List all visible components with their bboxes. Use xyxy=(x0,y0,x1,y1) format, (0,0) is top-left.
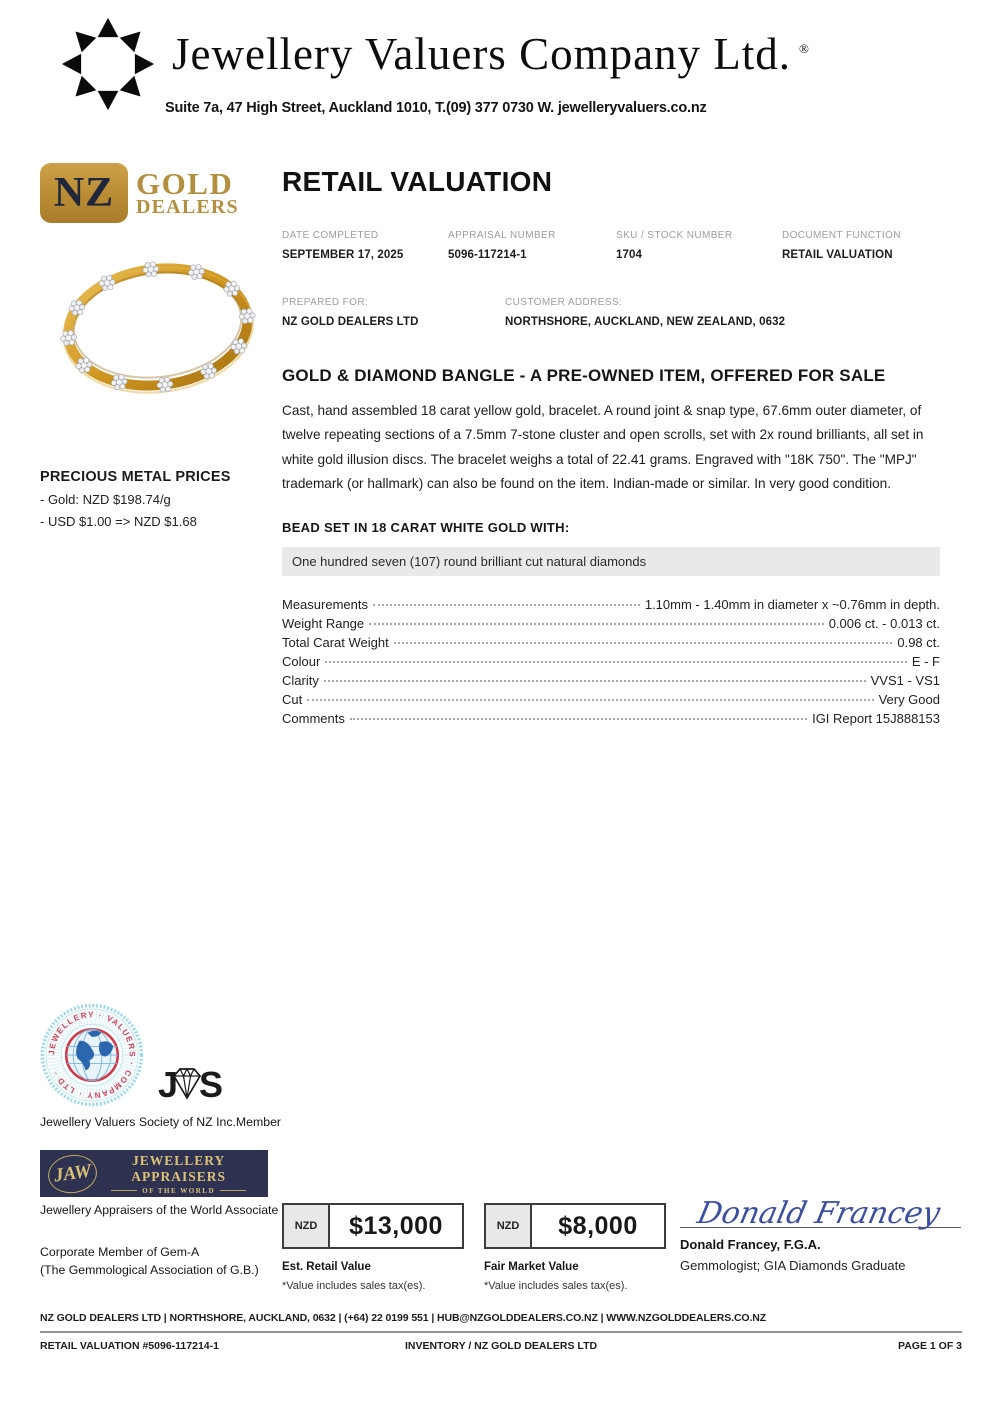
field-date-completed xyxy=(282,230,448,261)
field-customer-address xyxy=(505,297,940,328)
field-label: DATE COMPLETED xyxy=(282,230,379,241)
gem-a-membership xyxy=(40,1244,290,1280)
spec-row-colour xyxy=(282,654,940,673)
memberships-block xyxy=(40,1003,290,1280)
spec-label: Total Carat Weight xyxy=(282,634,389,650)
spec-label: Comments xyxy=(282,710,345,726)
field-value: 1704 xyxy=(616,249,642,261)
valuation-amounts xyxy=(282,1203,666,1292)
field-label: CUSTOMER ADDRESS: xyxy=(505,297,623,308)
item-title: GOLD & DIAMOND BANGLE - A PRE-OWNED ITEM, OFFERED FOR SALE xyxy=(282,366,886,385)
usd-rate-line: - USD $1.00 => NZD $1.68 xyxy=(40,514,197,529)
company-address: Suite 7a, 47 High Street, Auckland 1010, T.(09) 377 0730 W. jewelleryvaluers.co.nz xyxy=(165,100,707,116)
precious-metal-prices xyxy=(40,469,280,529)
spec-label: Weight Range xyxy=(282,615,365,631)
diamond-spec-table xyxy=(282,597,940,730)
field-label: DOCUMENT FUNCTION xyxy=(782,230,901,241)
spec-label: Clarity xyxy=(282,672,319,688)
signatory-title: Gemmologist; GIA Diamonds Graduate xyxy=(680,1258,906,1273)
jaw-monogram: JAW xyxy=(46,1151,100,1195)
spec-label: Colour xyxy=(282,653,321,669)
spec-row-weight-range xyxy=(282,616,940,635)
spec-value: E - F xyxy=(911,653,940,669)
stamp-circular-text: JEWELLERY · VALUERS · COMPANY · LTD · xyxy=(47,1010,137,1100)
field-value: NORTHSHORE, AUCKLAND, NEW ZEALAND, 0632 xyxy=(505,316,786,328)
dot-leader xyxy=(350,718,807,720)
field-appraisal-number xyxy=(448,230,616,261)
footer-inventory-ref: INVENTORY / NZ GOLD DEALERS LTD xyxy=(404,1340,598,1352)
signature-block xyxy=(680,1196,961,1273)
nz-gold-dealers-wordmark xyxy=(136,165,239,219)
spec-row-cut xyxy=(282,692,940,711)
spec-value: 0.006 ct. - 0.013 ct. xyxy=(828,615,940,631)
setting-heading: BEAD SET IN 18 CARAT WHITE GOLD WITH: xyxy=(282,519,570,535)
customer-metadata xyxy=(282,297,940,328)
spec-row-total-carat-weight xyxy=(282,635,940,654)
spec-value: 1.10mm - 1.40mm in diameter x ~0.76mm in depth. xyxy=(644,596,940,612)
jvs-logo xyxy=(158,1064,221,1106)
signature-script: Donald Francey xyxy=(694,1196,944,1231)
field-label: PREPARED FOR: xyxy=(282,297,369,308)
amount-cell: $13,000 xyxy=(349,1211,443,1240)
field-value: 5096-117214-1 xyxy=(448,249,527,261)
nz-badge xyxy=(40,163,128,223)
jaw-line1: JEWELLERY APPRAISERS xyxy=(131,1152,227,1184)
field-value: NZ GOLD DEALERS LTD xyxy=(282,316,419,328)
jvs-letter-s: S xyxy=(199,1064,222,1105)
value-label: Est. Retail Value xyxy=(282,1261,371,1273)
signatory-name: Donald Francey, F.G.A. xyxy=(680,1237,821,1252)
company-round-stamp xyxy=(40,1003,144,1112)
field-value: SEPTEMBER 17, 2025 xyxy=(282,249,404,261)
company-starburst-logo-icon xyxy=(60,16,156,117)
dot-leader xyxy=(394,642,893,644)
footer-page-number: PAGE 1 OF 3 xyxy=(898,1340,962,1352)
page-footer xyxy=(40,1312,962,1352)
footer-meta-row xyxy=(40,1340,962,1352)
spec-value: 0.98 ct. xyxy=(897,634,940,650)
spec-value: IGI Report 15J888153 xyxy=(812,710,940,726)
dot-leader xyxy=(373,604,640,606)
spec-label: Measurements xyxy=(282,596,368,612)
value-label: Fair Market Value xyxy=(484,1261,579,1273)
document-metadata xyxy=(282,230,940,261)
jvs-letter-j: J xyxy=(158,1064,177,1105)
value-note: *Value includes sales tax(es). xyxy=(484,1280,628,1292)
gem-a-line2: (The Gemmological Association of G.B.) xyxy=(40,1262,259,1277)
nz-gold-dealers-logo xyxy=(40,163,280,223)
field-value: RETAIL VALUATION xyxy=(782,249,893,261)
fair-market-value-block xyxy=(484,1203,666,1292)
field-label: SKU / STOCK NUMBER xyxy=(616,230,733,241)
dot-leader xyxy=(325,661,907,663)
divider-line xyxy=(220,1190,246,1191)
document-title: RETAIL VALUATION xyxy=(282,166,553,197)
divider-line xyxy=(111,1190,137,1191)
jaw-caption: Jewellery Appraisers of the World Associate xyxy=(40,1203,279,1217)
dot-leader xyxy=(369,623,824,625)
footer-rule xyxy=(40,1331,962,1333)
company-name xyxy=(172,28,972,80)
gold-price-line: - Gold: NZD $198.74/g xyxy=(40,492,171,507)
spec-row-measurements xyxy=(282,597,940,616)
dealers-word: DEALERS xyxy=(136,196,239,219)
fair-market-value-box xyxy=(484,1203,666,1249)
spec-row-comments xyxy=(282,711,940,730)
field-label: APPRAISAL NUMBER xyxy=(448,230,556,241)
value-note: *Value includes sales tax(es). xyxy=(282,1280,426,1292)
field-sku-stock-number xyxy=(616,230,782,261)
jvs-diamond-icon xyxy=(167,1065,207,1101)
jaw-line2: OF THE WORLD xyxy=(142,1186,216,1195)
retail-value-block xyxy=(282,1203,464,1292)
jaw-banner xyxy=(40,1150,268,1197)
dot-leader xyxy=(324,680,866,682)
spec-row-clarity xyxy=(282,673,940,692)
currency-cell: NZD xyxy=(486,1205,532,1247)
dot-leader xyxy=(307,699,873,701)
currency-cell: NZD xyxy=(284,1205,330,1247)
precious-metal-prices-heading: PRECIOUS METAL PRICES xyxy=(40,469,231,485)
spec-value: Very Good xyxy=(878,691,940,707)
retail-value-box xyxy=(282,1203,464,1249)
stone-summary-band: One hundred seven (107) round brilliant cut natural diamonds xyxy=(282,547,940,576)
jvs-caption: Jewellery Valuers Society of NZ Inc.Member xyxy=(40,1115,282,1129)
field-document-function xyxy=(782,230,940,261)
jaw-line2-row xyxy=(97,1187,260,1195)
spec-label: Cut xyxy=(282,691,303,707)
field-prepared-for xyxy=(282,297,505,328)
jaw-wordmark xyxy=(97,1153,260,1195)
footer-doc-ref: RETAIL VALUATION #5096-117214-1 xyxy=(40,1340,219,1352)
item-photo-bracelet xyxy=(40,239,276,417)
company-name-text: Jewellery Valuers Company Ltd. xyxy=(172,29,792,79)
left-column xyxy=(40,163,280,529)
spec-value: VVS1 - VS1 xyxy=(870,672,940,688)
registered-trademark-symbol: ® xyxy=(799,41,810,56)
gold-word: GOLD xyxy=(136,165,234,201)
main-content xyxy=(282,166,940,730)
footer-contact-line: NZ GOLD DEALERS LTD | NORTHSHORE, AUCKLAND, 0632 | (+64) 22 0199 551 | HUB@NZGOLDDEALERS.CO.NZ | WWW.NZGOLDDEALERS.CO.NZ xyxy=(40,1312,767,1324)
amount-cell: $8,000 xyxy=(558,1211,638,1240)
item-description: Cast, hand assembled 18 carat yellow gold, bracelet. A round joint & snap type, 67.6mm outer diameter, of twelve repeating sections of a 7.5mm 7-stone cluster and open scrolls, set with 2x round brilliants, all set in white gold illusion discs. The bracelet weighs a total of 22.41 grams. Engraved with "18K 750". The "MPJ" trademark (or hallmark) can also be found on the item. Indian-made or similar. In very good condition. xyxy=(282,403,924,492)
gem-a-line1: Corporate Member of Gem-A xyxy=(40,1245,200,1259)
nz-badge-text: NZ xyxy=(53,170,115,216)
membership-logos-row xyxy=(40,1003,290,1112)
